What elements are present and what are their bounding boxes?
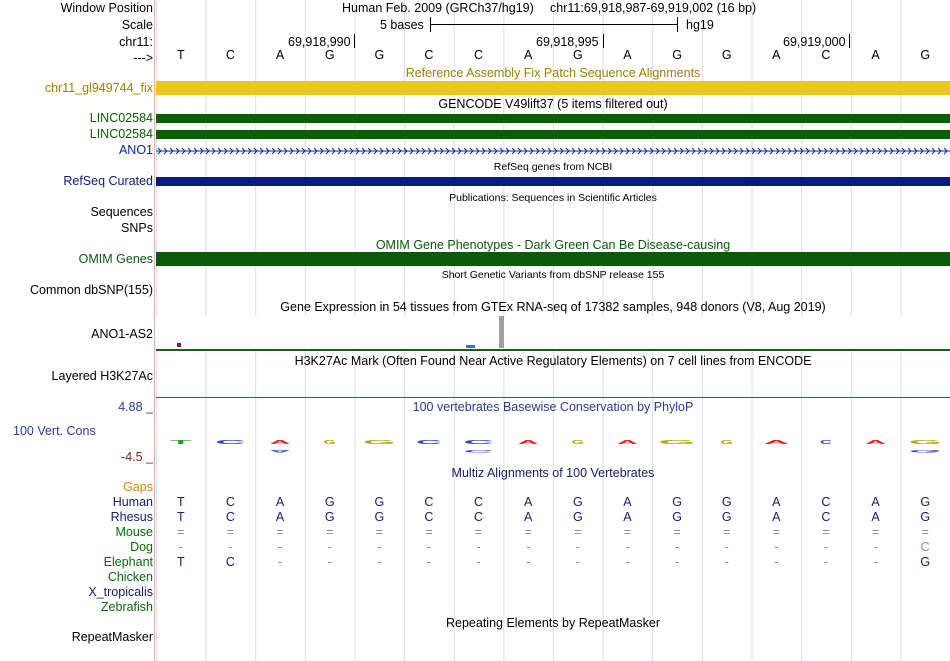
strand-label: ---> bbox=[133, 51, 153, 65]
multiz-base: G bbox=[374, 495, 385, 509]
gtex-baseline bbox=[156, 349, 950, 351]
multiz-base: - bbox=[823, 555, 829, 569]
multiz-base: - bbox=[426, 540, 432, 554]
multiz-base: C bbox=[424, 510, 434, 524]
multiz-base: T bbox=[176, 555, 185, 569]
sequence-base: G bbox=[721, 48, 732, 62]
multiz-base: G bbox=[572, 495, 583, 509]
dbsnp-label[interactable]: Common dbSNP(155) bbox=[30, 283, 153, 297]
coord-2: 69,918,995 bbox=[536, 35, 599, 49]
multiz-base: G bbox=[920, 495, 931, 509]
phylop-glyph: C bbox=[215, 439, 246, 446]
publications-title: Publications: Sequences in Scientific Articles bbox=[449, 192, 657, 204]
sequence-base: C bbox=[225, 48, 235, 62]
repeatmasker-title: Repeating Elements by RepeatMasker bbox=[445, 616, 660, 630]
phylop-glyph: A bbox=[517, 439, 539, 446]
h3k27ac-baseline bbox=[156, 397, 950, 398]
sequence-base: G bbox=[672, 48, 682, 62]
multiz-base: G bbox=[324, 510, 335, 524]
phylop-glyph: C bbox=[463, 439, 494, 446]
gtex-bar-2 bbox=[466, 345, 475, 348]
phylop-glyph: G bbox=[720, 438, 733, 446]
coord-3: 69,919,000 bbox=[783, 35, 846, 49]
omim-bar[interactable] bbox=[156, 252, 950, 266]
multiz-base: - bbox=[873, 540, 878, 554]
sequence-base: A bbox=[623, 48, 632, 62]
sequence-base: G bbox=[374, 48, 385, 62]
repeatmasker-label[interactable]: RepeatMasker bbox=[71, 630, 153, 644]
multiz-base: G bbox=[721, 510, 732, 524]
multiz-base: A bbox=[275, 510, 285, 524]
scale-label: Scale bbox=[121, 18, 153, 32]
multiz-base: - bbox=[774, 555, 779, 569]
multiz-base: - bbox=[674, 540, 680, 554]
refseq-label[interactable]: RefSeq Curated bbox=[63, 174, 153, 188]
h3k27ac-label[interactable]: Layered H3K27Ac bbox=[51, 369, 153, 383]
multiz-base: C bbox=[821, 510, 831, 524]
multiz-species-label[interactable]: Mouse bbox=[115, 525, 153, 539]
multiz-base: = bbox=[326, 525, 334, 539]
gtex-graph[interactable] bbox=[156, 316, 950, 348]
multiz-base: A bbox=[871, 495, 880, 509]
phylop-glyph: C bbox=[463, 449, 494, 454]
refseq-title: RefSeq genes from NCBI bbox=[493, 161, 613, 173]
multiz-base: - bbox=[327, 540, 332, 554]
gtex-label[interactable]: ANO1-AS2 bbox=[91, 327, 153, 341]
gtex-title: Gene Expression in 54 tissues from GTEx RNA-seq of 17382 samples, 948 donors (V8, Aug 2019) bbox=[280, 300, 826, 314]
fix-patch-label[interactable]: chr11_gl949744_fix bbox=[44, 81, 153, 95]
sequence-base: A bbox=[772, 48, 781, 62]
scale-text: 5 bases bbox=[380, 18, 424, 32]
phylop-glyph: G bbox=[909, 439, 942, 446]
phylop-logo[interactable] bbox=[156, 430, 950, 454]
multiz-species-label[interactable]: X_tropicalis bbox=[88, 585, 153, 599]
db-text: hg19 bbox=[686, 18, 714, 32]
multiz-base: A bbox=[871, 510, 880, 524]
fix-patch-bar[interactable] bbox=[156, 81, 950, 95]
multiz-base: - bbox=[724, 540, 729, 554]
multiz-base: = bbox=[425, 525, 433, 539]
scale-bar bbox=[430, 17, 678, 32]
phylop-glyph: G bbox=[363, 439, 396, 446]
sequence-base: C bbox=[821, 48, 831, 62]
multiz-base: - bbox=[476, 540, 481, 554]
multiz-base: T bbox=[176, 510, 185, 524]
multiz-base: - bbox=[823, 540, 829, 554]
multiz-base: - bbox=[178, 540, 183, 554]
multiz-base: = bbox=[772, 525, 780, 539]
multiz-base: G bbox=[572, 510, 583, 524]
multiz-base: - bbox=[774, 540, 779, 554]
multiz-base: - bbox=[228, 540, 233, 554]
phylop-glyph: C bbox=[820, 438, 832, 446]
sequence-base: G bbox=[324, 48, 335, 62]
multiz-base: C bbox=[474, 495, 484, 509]
multiz-base: C bbox=[225, 495, 235, 509]
multiz-base: C bbox=[225, 510, 235, 524]
multiz-base: A bbox=[524, 510, 533, 524]
multiz-base: - bbox=[625, 540, 630, 554]
multiz-base: - bbox=[277, 540, 283, 554]
multiz-base: - bbox=[377, 540, 382, 554]
position-text[interactable]: chr11:69,918,987-69,919,002 (16 bp) bbox=[550, 1, 757, 15]
sequence-base: A bbox=[871, 48, 880, 62]
multiz-base: - bbox=[377, 555, 382, 569]
multiz-species-label[interactable]: Rhesus bbox=[110, 510, 153, 524]
omim-title: OMIM Gene Phenotypes - Dark Green Can Be Disease-causing bbox=[375, 238, 731, 252]
dbsnp-title: Short Genetic Variants from dbSNP release 155 bbox=[441, 269, 665, 281]
gencode-title: GENCODE V49lift37 (5 items filtered out) bbox=[438, 97, 668, 111]
multiz-base: A bbox=[772, 510, 781, 524]
coord-1: 69,918,990 bbox=[288, 35, 351, 49]
phylop-glyph: A bbox=[617, 439, 638, 446]
multiz-base: - bbox=[426, 555, 432, 569]
multiz-base: = bbox=[623, 525, 632, 539]
sequence-base: T bbox=[176, 48, 185, 62]
refseq-bar[interactable] bbox=[156, 177, 950, 186]
multiz-species-label[interactable]: Zebrafish bbox=[100, 600, 153, 614]
phylop-glyph: C bbox=[416, 439, 442, 446]
multiz-base: - bbox=[724, 555, 729, 569]
sequence-base: A bbox=[275, 48, 285, 62]
phylop-glyph: T bbox=[170, 439, 192, 446]
multiz-base: G bbox=[920, 510, 931, 524]
multiz-base: G bbox=[920, 555, 931, 569]
multiz-base: = bbox=[574, 525, 582, 539]
multiz-base: = bbox=[276, 525, 284, 539]
gtex-bar-3 bbox=[499, 316, 504, 348]
coord-1-tick bbox=[354, 34, 355, 48]
phylop-glyph: A bbox=[763, 439, 790, 446]
multiz-base: = bbox=[673, 525, 681, 539]
multiz-base: - bbox=[277, 555, 283, 569]
multiz-base: T bbox=[176, 495, 185, 509]
publications-snps-label[interactable]: SNPs bbox=[121, 221, 153, 235]
multiz-base: = bbox=[177, 525, 185, 539]
multiz-base: - bbox=[575, 555, 580, 569]
multiz-base: A bbox=[772, 495, 781, 509]
multiz-base: = bbox=[524, 525, 532, 539]
multiz-base: C bbox=[474, 510, 484, 524]
assembly-text: Human Feb. 2009 (GRCh37/hg19) bbox=[342, 1, 534, 15]
ano1-intron-line[interactable] bbox=[156, 144, 950, 158]
coord-2-tick bbox=[603, 34, 604, 48]
sequence-base: C bbox=[424, 48, 434, 62]
fix-patch-title: Reference Assembly Fix Patch Sequence Alignments bbox=[405, 66, 701, 80]
sequence-base: C bbox=[474, 48, 484, 62]
publications-sequences-label[interactable]: Sequences bbox=[90, 205, 153, 219]
multiz-base: - bbox=[873, 555, 878, 569]
h3k27ac-title: H3K27Ac Mark (Often Found Near Active Regulatory Elements) on 7 cell lines from ENCODE bbox=[294, 354, 812, 368]
multiz-base: = bbox=[375, 525, 383, 539]
window-position-label: Window Position bbox=[60, 1, 153, 15]
phylop-min: -4.5 _ bbox=[121, 450, 153, 464]
multiz-base: G bbox=[374, 510, 385, 524]
multiz-base: C bbox=[920, 540, 930, 554]
multiz-base: = bbox=[871, 525, 880, 539]
multiz-species-label[interactable]: Elephant bbox=[103, 555, 153, 569]
phylop-glyph: G bbox=[658, 439, 696, 446]
phylop-glyph: A bbox=[865, 439, 886, 446]
multiz-base: C bbox=[225, 555, 235, 569]
multiz-title: Multiz Alignments of 100 Vertebrates bbox=[451, 466, 655, 480]
multiz-base: = bbox=[822, 525, 830, 539]
multiz-base: - bbox=[476, 555, 481, 569]
multiz-base: A bbox=[275, 495, 285, 509]
phylop-glyph: A bbox=[269, 449, 291, 454]
multiz-base: G bbox=[672, 495, 682, 509]
multiz-base: C bbox=[424, 495, 434, 509]
multiz-base: A bbox=[524, 495, 533, 509]
sequence-base: G bbox=[572, 48, 583, 62]
multiz-base: A bbox=[623, 495, 632, 509]
multiz-base: - bbox=[526, 555, 531, 569]
multiz-base: - bbox=[526, 540, 531, 554]
multiz-base: - bbox=[575, 540, 580, 554]
gencode-bar-linc1[interactable] bbox=[156, 114, 950, 123]
gtex-bar-1 bbox=[177, 343, 181, 347]
multiz-base: = bbox=[226, 525, 235, 539]
multiz-base: G bbox=[721, 495, 732, 509]
gencode-item-linc1[interactable]: LINC02584 bbox=[89, 111, 153, 125]
multiz-base: - bbox=[674, 555, 680, 569]
sequence-base: G bbox=[920, 48, 931, 62]
gencode-item-linc2[interactable]: LINC02584 bbox=[89, 127, 153, 141]
multiz-base: = bbox=[921, 525, 929, 539]
multiz-base: G bbox=[672, 510, 682, 524]
phylop-label[interactable]: 100 Vert. Cons bbox=[13, 424, 96, 438]
phylop-title: 100 vertebrates Basewise Conservation by PhyloP bbox=[412, 400, 694, 414]
multiz-species-label[interactable]: Dog bbox=[130, 540, 153, 554]
multiz-base: G bbox=[324, 495, 335, 509]
multiz-base: - bbox=[625, 555, 630, 569]
chrom-label: chr11: bbox=[119, 35, 153, 49]
phylop-glyph: A bbox=[269, 439, 291, 446]
multiz-species-label[interactable]: Chicken bbox=[107, 570, 153, 584]
phylop-max: 4.88 _ bbox=[118, 400, 153, 414]
multiz-species-label[interactable]: Gaps bbox=[123, 480, 153, 494]
coord-3-tick bbox=[849, 34, 850, 48]
multiz-base: C bbox=[821, 495, 831, 509]
phylop-glyph: G bbox=[323, 438, 336, 446]
multiz-species-label[interactable]: Human bbox=[112, 495, 153, 509]
phylop-glyph: G bbox=[909, 449, 942, 454]
gencode-bar-linc2[interactable] bbox=[156, 130, 950, 139]
sequence-base: A bbox=[524, 48, 533, 62]
multiz-base: = bbox=[474, 525, 483, 539]
multiz-base: A bbox=[623, 510, 632, 524]
multiz-base: = bbox=[723, 525, 731, 539]
gencode-item-ano1[interactable]: ANO1 bbox=[118, 143, 153, 157]
omim-label[interactable]: OMIM Genes bbox=[78, 252, 153, 266]
phylop-glyph: G bbox=[571, 438, 585, 446]
multiz-base: - bbox=[327, 555, 332, 569]
